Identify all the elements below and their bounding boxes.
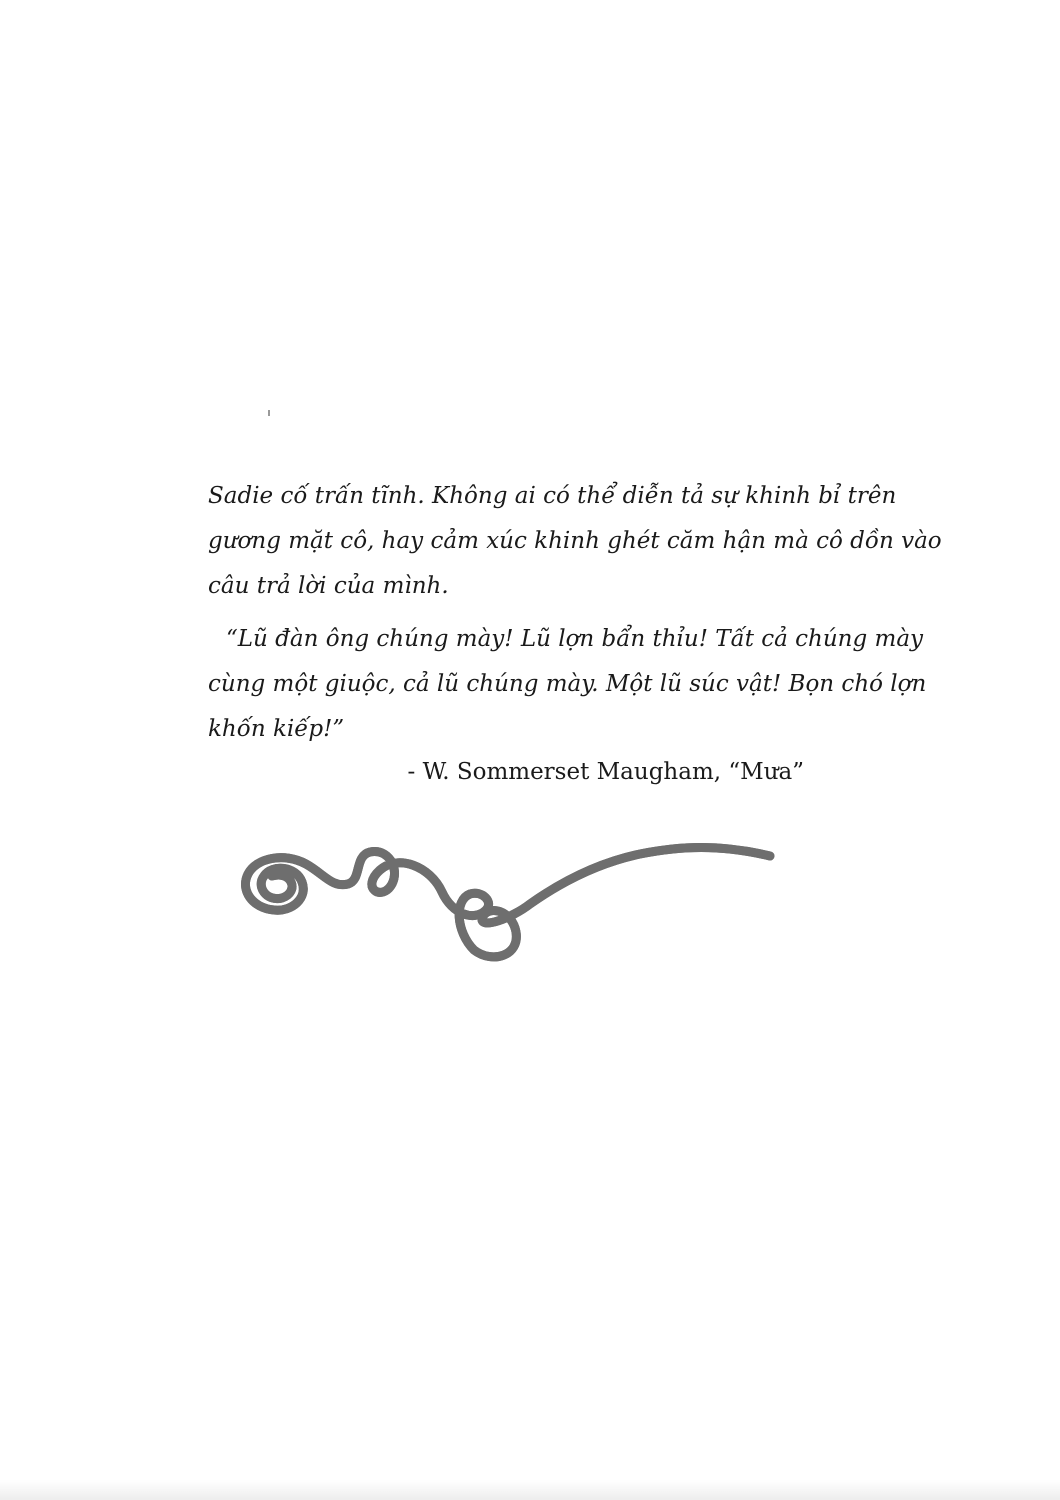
epigraph-line: khốn kiếp!” <box>208 716 345 742</box>
epigraph-line: câu trả lời của mình. <box>208 573 449 599</box>
epigraph-attribution: - W. Sommerset Maugham, “Mưa” <box>407 759 804 785</box>
rope-ornament-icon <box>230 840 780 970</box>
epigraph-paragraph-2 <box>208 617 927 752</box>
page-bottom-shadow <box>0 1480 1060 1500</box>
stray-mark <box>268 410 270 416</box>
epigraph <box>208 474 942 785</box>
epigraph-paragraph-1 <box>208 474 942 609</box>
epigraph-line: Sadie cố trấn tĩnh. Không ai có thể diễn tả sự khinh bỉ trên <box>208 483 897 509</box>
epigraph-line: “Lũ đàn ông chúng mày! Lũ lợn bẩn thỉu! Tất cả chúng mày <box>226 626 924 652</box>
epigraph-line: gương mặt cô, hay cảm xúc khinh ghét căm hận mà cô dồn vào <box>208 528 942 554</box>
epigraph-line: cùng một giuộc, cả lũ chúng mày. Một lũ súc vật! Bọn chó lợn <box>208 671 927 697</box>
